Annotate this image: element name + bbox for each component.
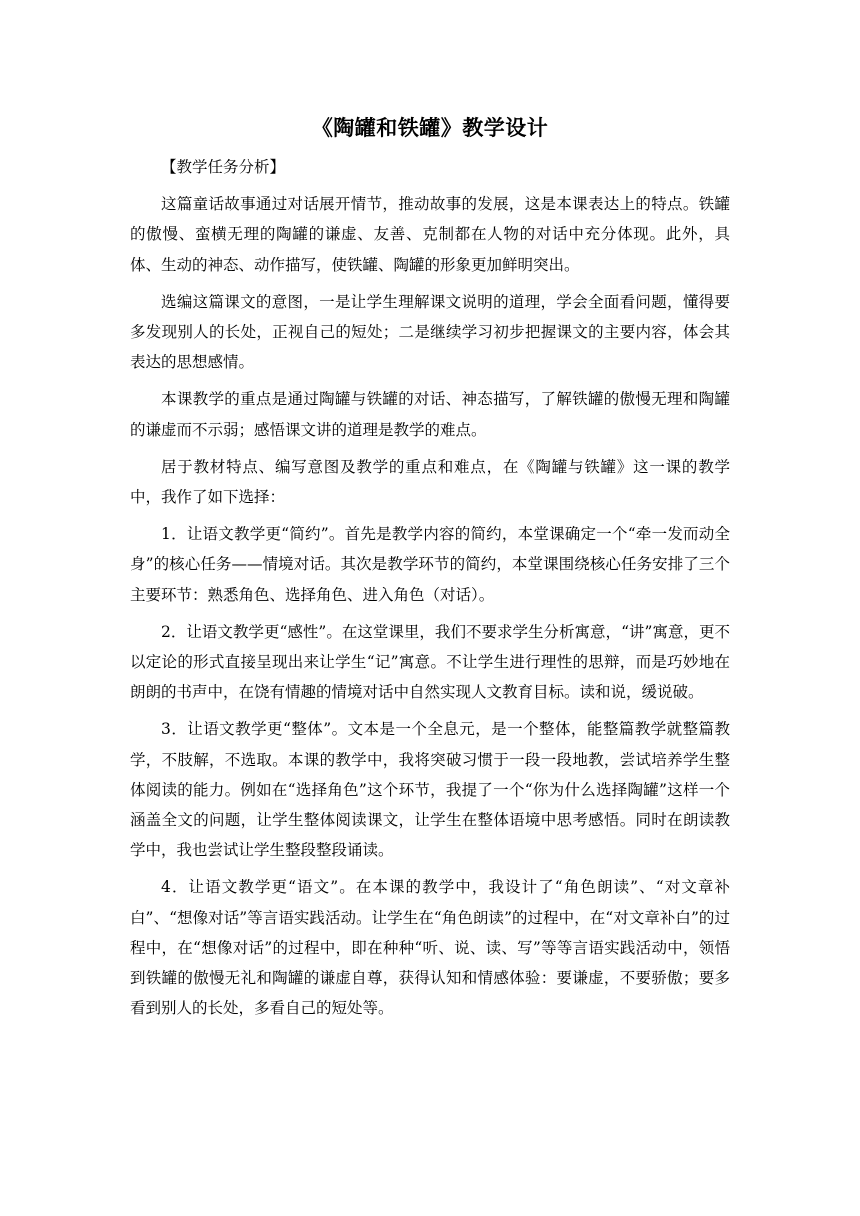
document-body [130,152,730,1030]
section-heading: 【教学任务分析】 [161,158,286,176]
paragraph-focus: 本课教学的重点是通过陶罐与铁罐的对话、神态描写，了解铁罐的傲慢无理和陶罐的谦虚而不示弱；感悟课文讲的道理是教学的难点。 [130,390,730,439]
paragraph-choices-intro: 居于教材特点、编写意图及教学的重点和难点，在《陶罐与铁罐》这一课的教学中，我作了如下选择： [130,457,730,507]
paragraph-choice-1: 1．让语文教学更“简约”。首先是教学内容的简约，本堂课确定一个“牵一发而动全身”的核心任务——情境对话。其次是教学环节的简约，本堂课围绕核心任务安排了三个主要环节：熟悉角色、选择角色、进入角色（对话）。 [130,525,730,604]
paragraph-intent: 选编这篇课文的意图，一是让学生理解课文说明的道理，学会全面看问题，懂得要多发现别人的长处，正视自己的短处；二是继续学习初步把握课文的主要内容，体会其表达的思想感情。 [130,292,730,372]
document-title: 《陶罐和铁罐》教学设计 [311,116,549,140]
paragraph-feature: 这篇童话故事通过对话展开情节，推动故事的发展，这是本课表达上的特点。铁罐的傲慢、蛮横无理的陶罐的谦虚、友善、克制都在人物的对话中充分体现。此外，具体、生动的神态、动作描写，使铁罐、陶罐的形象更加鲜明突出。 [130,195,730,274]
paragraph-choice-4: 4．让语文教学更“语文”。在本课的教学中，我设计了“角色朗读”、“对文章补白”、“想像对话”等言语实践活动。让学生在“角色朗读”的过程中，在“对文章补白”的过程中，在“想像对话”的过程中，即在种种“听、说、读、写”等等言语实践活动中，领悟到铁罐的傲慢无礼和陶罐的谦虚自尊，获得认知和情感体验：要谦虚，不要骄傲；要多看到别人的长处，多看自己的短处等。 [130,878,730,1018]
paragraph-choice-3: 3．让语文教学更“整体”。文本是一个全息元，是一个整体，能整篇教学就整篇教学，不肢解，不选取。本课的教学中，我将突破习惯于一段一段地教，尝试培养学生整体阅读的能力。例如在“选择角色”这个环节，我提了一个“你为什么选择陶罐”这样一个涵盖全文的问题，让学生整体阅读课文，让学生在整体语境中思考感悟。同时在朗读教学中，我也尝试让学生整段整段诵读。 [130,720,730,860]
paragraph-choice-2: 2．让语文教学更“感性”。在这堂课里，我们不要求学生分析寓意，“讲”寓意，更不以定论的形式直接呈现出来让学生“记”寓意。不让学生进行理性的思辩，而是巧妙地在朗朗的书声中，在饶有情趣的情境对话中自然实现人文教育目标。读和说，缓说破。 [130,622,730,702]
